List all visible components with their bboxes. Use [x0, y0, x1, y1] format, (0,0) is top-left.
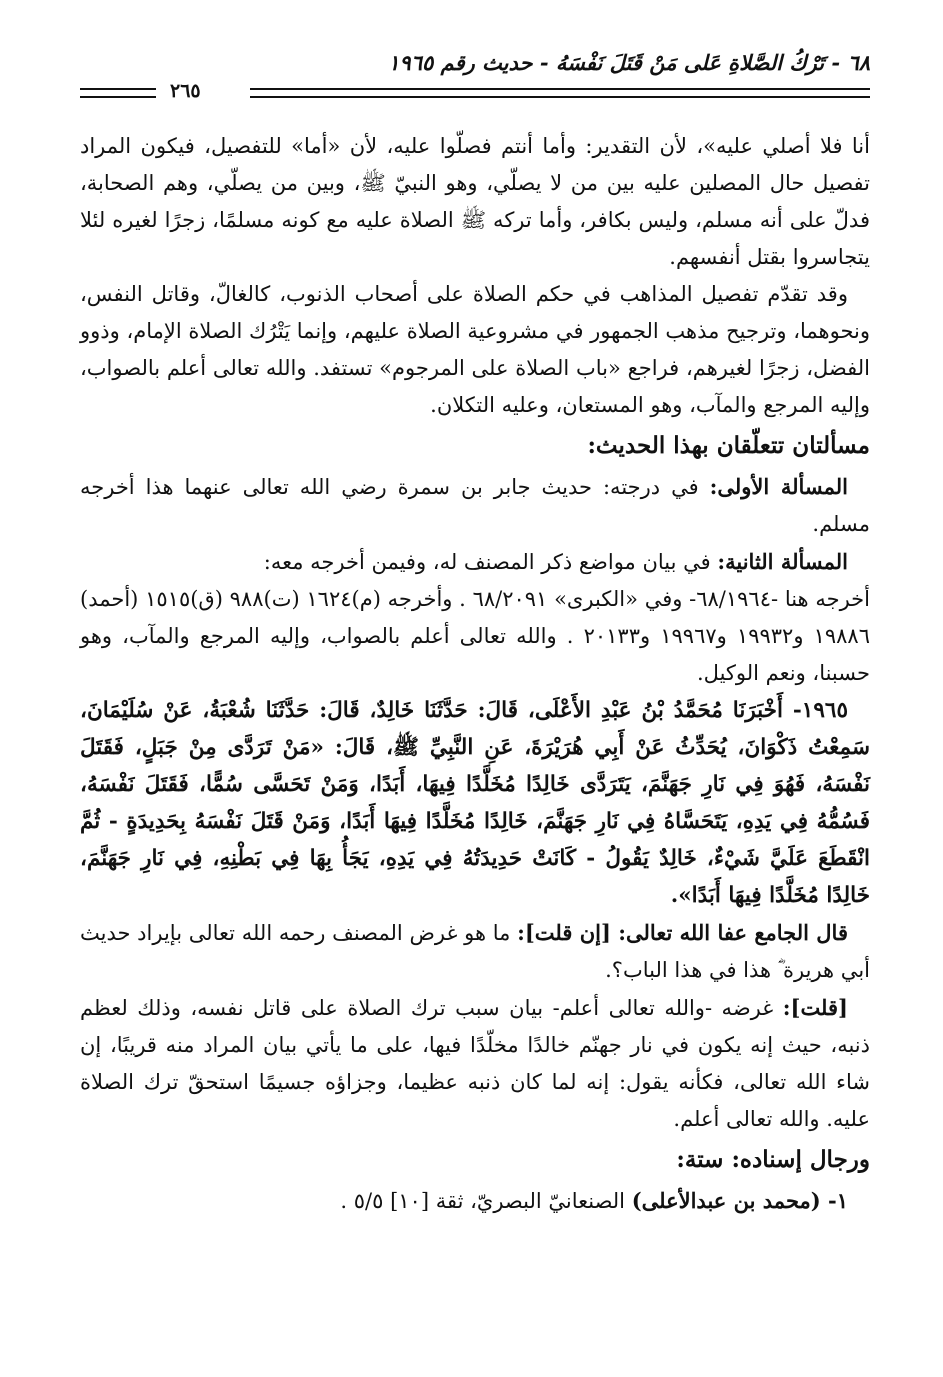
- question-1-label: المسألة الأولى:: [709, 474, 848, 499]
- commentary-question-label: قال الجامع عفا الله تعالى: [إن قلت]:: [517, 920, 848, 945]
- commentary-answer-text: غرضه -والله تعالى أعلم- بيان سبب ترك الصلاة على قاتل نفسه، وذلك لعظم ذنبه، حيث إنه يكون في نار جهنّم خالدًا مخلّدًا فيها، على ما يأتي بيان المراد منه قريبًا، إن شاء الله تعالى، فكأنه يقول: إنه لما كان ذنبه عظيما، وجزاؤه جسيمًا استحقّ ترك الصلاة عليه. والله تعالى أعلم.: [80, 996, 870, 1131]
- section-heading: مسألتان تتعلّقان بهذا الحديث:: [587, 432, 870, 459]
- page-number: ٢٦٥: [170, 80, 201, 102]
- commentary-answer-label: [قلت]:: [782, 995, 848, 1020]
- narrators-heading: ورجال إسناده: ستة:: [676, 1146, 870, 1173]
- header-rule-short: [80, 88, 156, 98]
- narrator-item-label: ١- (محمد بن عبدالأعلى): [631, 1188, 848, 1213]
- commentary-question-text: ما هو غرض المصنف رحمه الله تعالى بإيراد حديث أبي هريرة ؓ هذا في هذا الباب؟.: [80, 921, 870, 982]
- question-2-label: المسألة الثانية:: [717, 549, 848, 574]
- question-1-text: في درجته: حديث جابر بن سمرة رضي الله تعالى عنهما هذا أخرجه مسلم.: [80, 475, 870, 536]
- commentary-question: [80, 914, 870, 989]
- header-rule: [250, 88, 870, 98]
- question-2-text: في بيان مواضع ذكر المصنف له، وفيمن أخرجه معه:: [263, 550, 718, 574]
- book-page: [80, 50, 870, 102]
- narrator-item: [80, 1182, 870, 1220]
- hadith-text: ١٩٦٥- أَخْبَرَنَا مُحَمَّدُ بْنُ عَبْدِ الأَعْلَى، قَالَ: حَدَّثَنَا خَالِدٌ، قَالَ: حَدَّثَنَا شُعْبَةُ، عَنْ سُلَيْمَانَ، سَمِعْتُ ذَكْوَانَ، يُحَدِّثُ عَنْ أَبِي هُرَيْرَةَ، عَنِ النَّبِيِّ ﷺ، قَالَ: «مَنْ تَرَدَّى مِنْ جَبَلٍ، فَقَتَلَ نَفْسَهُ، فَهُوَ فِي نَارِ جَهَنَّمَ، يَتَرَدَّى خَالِدًا مُخَلَّدًا فِيهَا، أَبَدًا، وَمَنْ تَحَسَّى سُمًّا، فَقَتَلَ نَفْسَهُ، فَسُمُّهُ فِي يَدِهِ، يَتَحَسَّاهُ فِي نَارِ جَهَنَّمَ، خَالِدًا مُخَلَّدًا فِيهَا أَبَدًا، وَمَنْ قَتَلَ نَفْسَهُ بِحَدِيدَةٍ - ثُمَّ انْقَطَعَ عَلَيَّ شَيْءٌ، خَالِدٌ يَقُولُ - كَانَتْ حَدِيدَتُهُ فِي يَدِهِ، يَجَأُ بِهَا فِي بَطْنِهِ، فِي نَارِ جَهَنَّمَ، خَالِدًا مُخَلَّدًا فِيهَا أَبَدًا».: [80, 698, 870, 908]
- paragraph: أنا فلا أصلي عليه»، لأن التقدير: وأما أنتم فصلّوا عليه، لأن «أما» للتفصيل، فيكون المراد تفصيل حال المصلين عليه بين من لا يصلّي، وهو النبيّ ﷺ، وبين من يصلّي، وهم الصحابة، فدلّ على أنه مسلم، وليس بكافر، وأما تركه ﷺ الصلاة عليه مع كونه مسلمًا، زجرًا لغيره لئلا يتجاسروا بقتل أنفسهم.: [80, 134, 870, 269]
- paragraph: وقد تقدّم تفصيل المذاهب في حكم الصلاة على أصحاب الذنوب، كالغالّ، وقاتل النفس، ونحوهما، وترجيح مذهب الجمهور في مشروعية الصلاة عليهم، وإنما يَتْرُك الصلاة الإمام، وذوو الفضل، زجرًا لغيرهم، فراجع «باب الصلاة على المرجوم» تستفد. والله تعالى أعلم بالصواب، وإليه المرجع والمآب، وهو المستعان، وعليه التكلان.: [80, 282, 870, 417]
- question-2: [80, 543, 870, 581]
- narrator-item-text: الصنعانيّ البصريّ، ثقة [١٠] ٥/٥ .: [340, 1189, 632, 1213]
- running-head: ٦٨ - تَرْكُ الصَّلاةِ عَلى مَنْ قَتَلَ نَفْسَهُ - حديث رقم ١٩٦٥: [388, 50, 870, 75]
- page-header: [80, 50, 870, 102]
- page-body: [80, 128, 870, 1220]
- commentary-answer: [80, 989, 870, 1138]
- question-1: [80, 468, 870, 543]
- takhrij-references: أخرجه هنا -٦٨/١٩٦٤- وفي «الكبرى» ٦٨/٢٠٩١ . وأخرجه (م)١٦٢٤ (ت)٩٨٨ (ق)١٥١٥ (أحمد) ١٩٨٨٦ و١٩٩٣٢ و١٩٩٦٧ و٢٠١٣٣ . والله تعالى أعلم بالصواب، وإليه المرجع والمآب، وهو حسبنا، ونعم الوكيل.: [80, 587, 870, 685]
